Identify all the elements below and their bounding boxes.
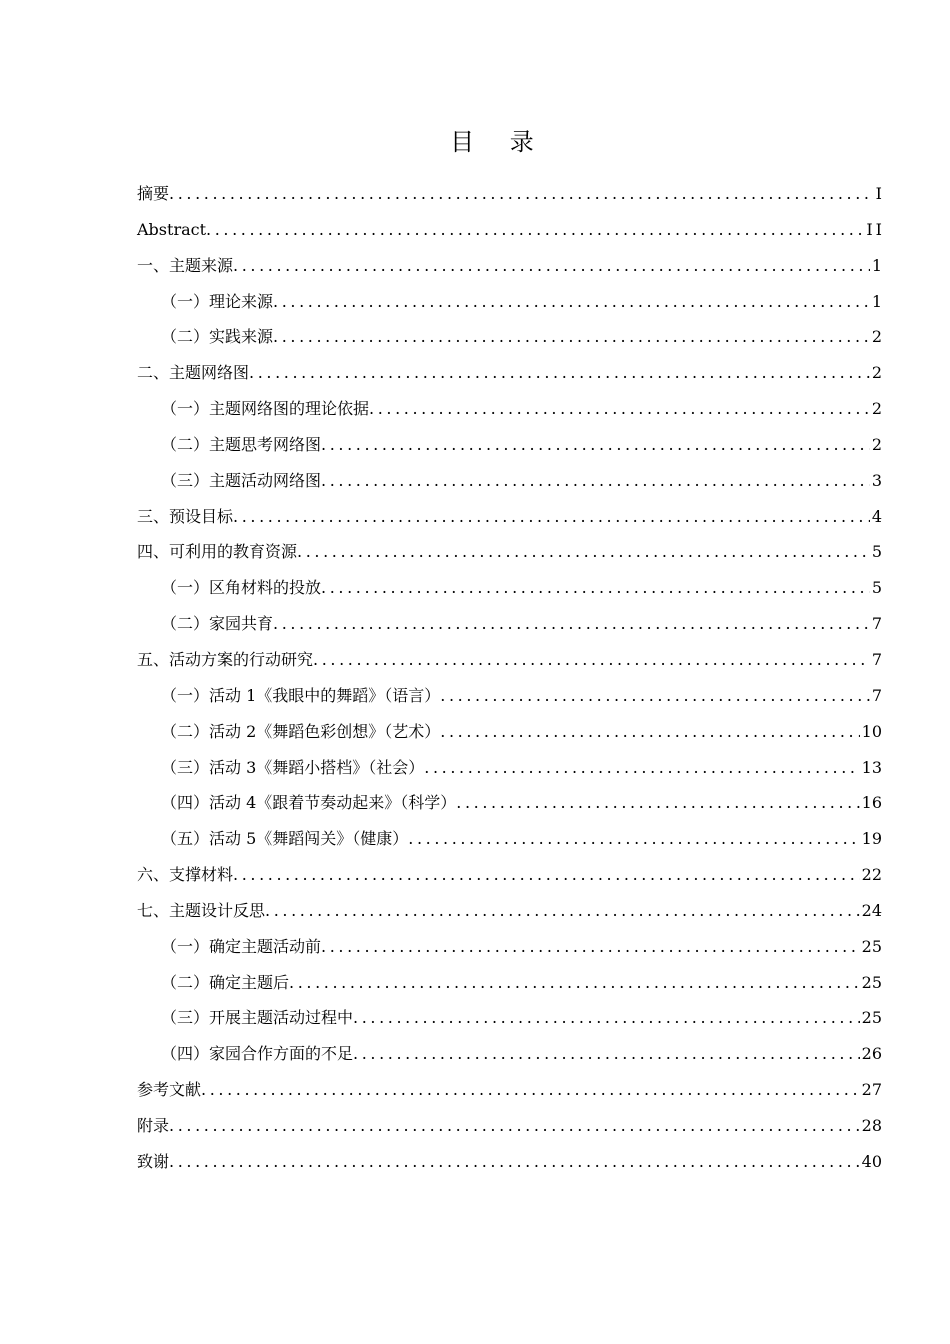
toc-entry-label: （三）主题活动网络图 xyxy=(161,470,322,490)
toc-entry-label: 四、可利用的教育资源 xyxy=(137,542,298,562)
toc-entry-label: （一）活动 1《我眼中的舞蹈》（语言） xyxy=(161,685,441,705)
toc-entry-page-number: 22 xyxy=(861,865,882,885)
toc-entry-page-number: 2 xyxy=(871,363,882,383)
toc-entry[interactable] xyxy=(137,570,882,606)
toc-dot-leader xyxy=(169,1144,860,1180)
toc-entry[interactable] xyxy=(137,1108,882,1144)
toc-entry-label: （四）活动 4《跟着节奏动起来》（科学） xyxy=(161,793,457,813)
toc-entry-label: （一）确定主题活动前 xyxy=(161,936,322,956)
toc-dot-leader xyxy=(313,642,870,678)
toc-dot-leader xyxy=(273,284,870,320)
toc-entry[interactable] xyxy=(137,212,885,248)
toc-entry[interactable] xyxy=(137,678,882,714)
toc-entry-label: （三）活动 3《舞蹈小搭档》（社会） xyxy=(161,757,425,777)
toc-entry[interactable] xyxy=(137,1000,882,1036)
toc-entry-label: 七、主题设计反思 xyxy=(137,900,266,920)
toc-entry-page-number: 1 xyxy=(871,255,882,275)
toc-dot-leader xyxy=(233,499,870,535)
toc-entry-page-number: 25 xyxy=(861,972,882,992)
toc-entry-label: （一）理论来源 xyxy=(161,291,274,311)
toc-entry[interactable] xyxy=(137,463,882,499)
toc-entry-page-number: 27 xyxy=(861,1080,882,1100)
toc-dot-leader xyxy=(321,570,870,606)
toc-entry-label: 致谢 xyxy=(137,1151,170,1171)
toc-dot-leader xyxy=(233,857,860,893)
toc-dot-leader xyxy=(233,248,870,284)
toc-dot-leader xyxy=(169,176,874,212)
toc-entry-label: 一、主题来源 xyxy=(137,255,234,275)
toc-entry-page-number: 7 xyxy=(871,614,882,634)
toc-entry-page-number: 5 xyxy=(871,578,882,598)
toc-entry-label: （二）活动 2《舞蹈色彩创想》（艺术） xyxy=(161,721,441,741)
toc-entry-label: （五）活动 5《舞蹈闯关》（健康） xyxy=(161,829,409,849)
toc-entry[interactable] xyxy=(137,857,882,893)
toc-entry[interactable] xyxy=(137,965,882,1001)
table-of-contents xyxy=(137,176,885,1180)
toc-entry-page-number: 2 xyxy=(871,327,882,347)
toc-entry-label: 五、活动方案的行动研究 xyxy=(137,649,314,669)
toc-dot-leader xyxy=(265,893,860,929)
toc-entry-page-number: 10 xyxy=(861,721,882,741)
toc-entry-label: （一）主题网络图的理论依据 xyxy=(161,399,370,419)
toc-entry[interactable] xyxy=(137,499,882,535)
toc-entry-page-number: 25 xyxy=(861,1008,882,1028)
toc-entry-label: 参考文献 xyxy=(137,1080,202,1100)
toc-entry[interactable] xyxy=(137,893,882,929)
toc-title: 目 录 xyxy=(450,128,548,156)
toc-entry-page-number: 3 xyxy=(871,470,882,490)
toc-entry-page-number: 7 xyxy=(871,649,882,669)
toc-entry-page-number: 7 xyxy=(871,685,882,705)
toc-entry[interactable] xyxy=(137,1144,882,1180)
toc-entry[interactable] xyxy=(137,355,882,391)
toc-entry-label: （二）家园共育 xyxy=(161,614,274,634)
toc-entry-label: 六、支撑材料 xyxy=(137,865,234,885)
toc-dot-leader xyxy=(321,929,860,965)
toc-entry-label: （二）实践来源 xyxy=(161,327,274,347)
toc-entry[interactable] xyxy=(137,714,882,750)
toc-dot-leader xyxy=(424,750,859,786)
toc-dot-leader xyxy=(321,463,870,499)
toc-entry-label: （二）确定主题后 xyxy=(161,972,290,992)
toc-entry-page-number: 5 xyxy=(871,542,882,562)
toc-entry[interactable] xyxy=(137,534,882,570)
toc-entry-page-number: 13 xyxy=(861,757,882,777)
toc-entry[interactable] xyxy=(137,929,882,965)
toc-dot-leader xyxy=(456,785,859,821)
toc-dot-leader xyxy=(353,1000,860,1036)
toc-dot-leader xyxy=(201,1072,860,1108)
toc-entry-page-number: 2 xyxy=(871,399,882,419)
toc-entry-page-number: I xyxy=(875,184,885,203)
toc-entry-page-number: 25 xyxy=(861,936,882,956)
toc-entry[interactable] xyxy=(137,319,882,355)
toc-entry[interactable] xyxy=(137,785,882,821)
toc-dot-leader xyxy=(408,821,859,857)
toc-entry-label: Abstract xyxy=(137,219,207,239)
toc-entry[interactable] xyxy=(137,284,882,320)
toc-entry[interactable] xyxy=(137,1072,882,1108)
toc-entry-label: 二、主题网络图 xyxy=(137,363,250,383)
toc-entry-page-number: 24 xyxy=(861,900,882,920)
toc-dot-leader xyxy=(321,427,870,463)
toc-entry-label: 摘要 xyxy=(137,184,170,203)
toc-entry[interactable] xyxy=(137,821,882,857)
toc-entry-page-number: 4 xyxy=(871,506,882,526)
toc-entry-page-number: 16 xyxy=(861,793,882,813)
toc-entry-label: （一）区角材料的投放 xyxy=(161,578,322,598)
toc-entry[interactable] xyxy=(137,606,882,642)
toc-entry-page-number: 26 xyxy=(861,1044,882,1064)
toc-dot-leader xyxy=(169,1108,860,1144)
toc-entry[interactable] xyxy=(137,750,882,786)
toc-entry[interactable] xyxy=(137,176,885,212)
toc-dot-leader xyxy=(440,714,859,750)
toc-entry-label: 附录 xyxy=(137,1115,170,1135)
toc-entry[interactable] xyxy=(137,391,882,427)
toc-dot-leader xyxy=(353,1036,860,1072)
toc-entry-label: 三、预设目标 xyxy=(137,506,234,526)
toc-entry[interactable] xyxy=(137,248,882,284)
toc-entry-label: （四）家园合作方面的不足 xyxy=(161,1044,354,1064)
toc-entry[interactable] xyxy=(137,427,882,463)
toc-dot-leader xyxy=(206,212,864,248)
toc-dot-leader xyxy=(369,391,870,427)
toc-dot-leader xyxy=(249,355,870,391)
toc-dot-leader xyxy=(273,606,870,642)
toc-entry-label: （二）主题思考网络图 xyxy=(161,434,322,454)
toc-entry[interactable] xyxy=(137,1036,882,1072)
toc-entry-page-number: 1 xyxy=(871,291,882,311)
toc-dot-leader xyxy=(289,965,860,1001)
toc-entry-page-number: II xyxy=(866,219,885,239)
toc-entry-label: （三）开展主题活动过程中 xyxy=(161,1008,354,1028)
toc-entry-page-number: 40 xyxy=(861,1151,882,1171)
toc-dot-leader xyxy=(297,534,870,570)
toc-entry-page-number: 28 xyxy=(861,1115,882,1135)
toc-dot-leader xyxy=(440,678,870,714)
toc-entry-page-number: 2 xyxy=(871,434,882,454)
toc-entry-page-number: 19 xyxy=(861,829,882,849)
toc-entry[interactable] xyxy=(137,642,882,678)
toc-dot-leader xyxy=(273,319,870,355)
